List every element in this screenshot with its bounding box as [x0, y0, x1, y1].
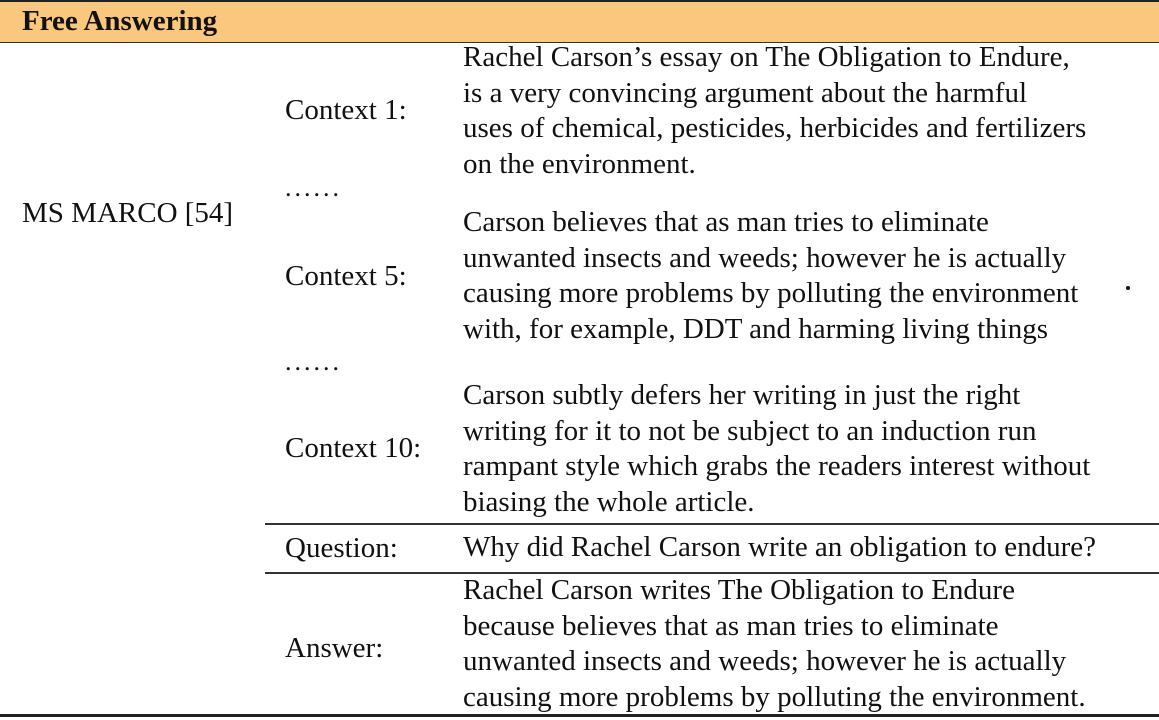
context-1-line: Rachel Carson’s essay on The Obligation to Endure, [463, 41, 1070, 73]
context-10-line: rampant style which grabs the readers interest without [463, 450, 1091, 482]
question-label: Question: [285, 532, 398, 564]
ellipsis: ...... [285, 173, 342, 202]
stray-dot [1126, 286, 1130, 290]
context-1-line: is a very convincing argument about the harmful [463, 76, 1027, 109]
ellipsis: ...... [285, 347, 342, 376]
table-title: Free Answering [22, 5, 218, 37]
context-5-line: Carson believes that as man tries to eliminate [463, 206, 989, 238]
answer-line: causing more problems by polluting the environment. [463, 680, 1086, 713]
context-10-label: Context 10: [285, 432, 422, 464]
row-divider [265, 523, 1159, 525]
context-5-line: causing more problems by polluting the environment [463, 277, 1079, 309]
answer-line: Rachel Carson writes The Obligation to Endure [463, 574, 1015, 606]
context-5-line: with, for example, DDT and harming living things [463, 312, 1049, 345]
context-1-line: on the environment. [463, 147, 696, 180]
context-1-line: uses of chemical, pesticides, herbicides and fertilizers [463, 112, 1087, 144]
context-10-line: Carson subtly defers her writing in just the right [463, 379, 1021, 411]
context-10-line: writing for it to not be subject to an induction run [463, 414, 1037, 447]
question-text [463, 530, 1096, 566]
context-10-line: biasing the whole article. [463, 485, 755, 518]
dataset-label: MS MARCO [54] [22, 197, 234, 229]
context-5-line: unwanted insects and weeds; however he is actually [463, 241, 1067, 274]
context-10-text [463, 378, 1090, 520]
context-1-label: Context 1: [285, 94, 407, 126]
bottom-rule [0, 714, 1159, 717]
answer-label: Answer: [285, 632, 384, 664]
table-header [0, 2, 1159, 43]
question-line: Why did Rachel Carson write an obligation to endure? [463, 531, 1096, 563]
context-1-text [463, 40, 1086, 182]
answer-line: because believes that as man tries to eliminate [463, 609, 999, 642]
answer-text [463, 573, 1086, 715]
answer-line: unwanted insects and weeds; however he is actually [463, 645, 1067, 677]
context-5-label: Context 5: [285, 260, 407, 292]
context-5-text [463, 205, 1078, 347]
